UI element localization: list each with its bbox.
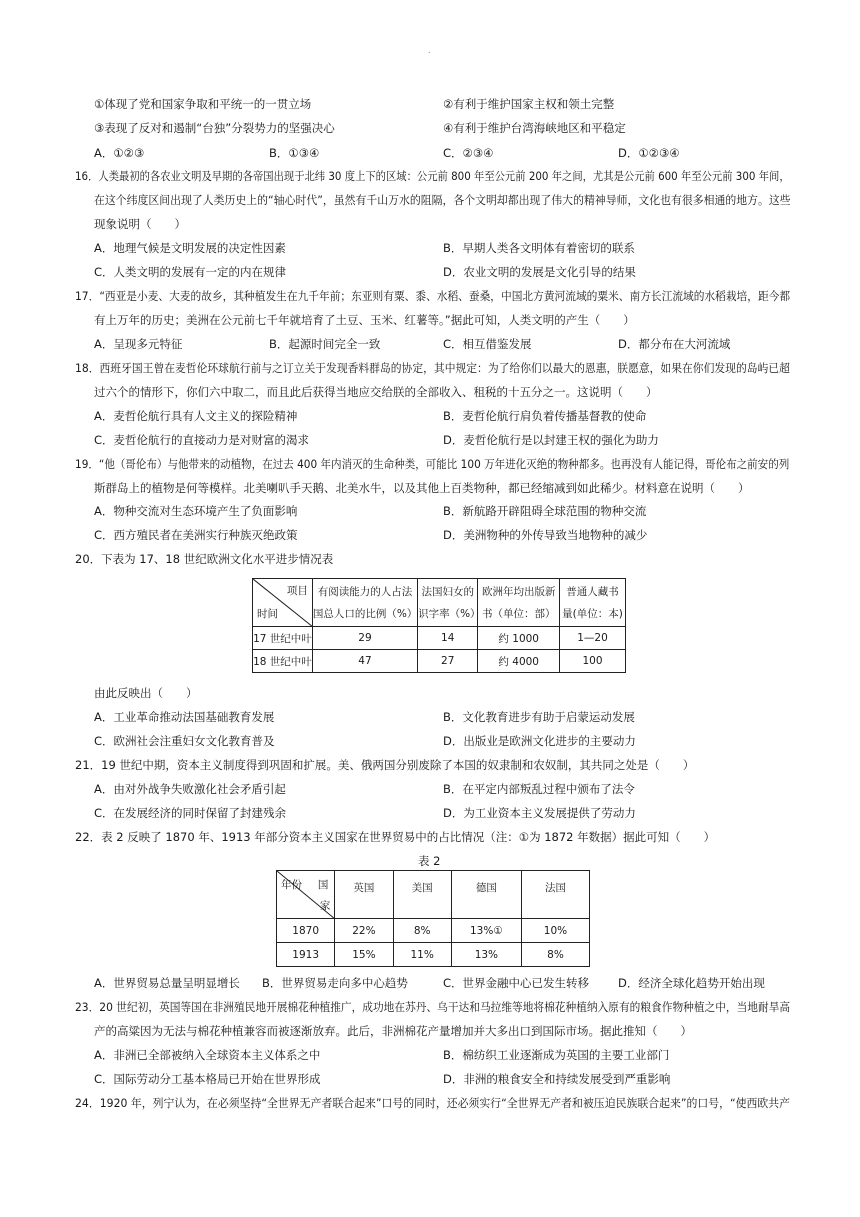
table-cell: 约 4000 xyxy=(478,650,560,673)
q17-line-1: 17．“西亚是小麦、大麦的故乡，其种植发生在九千年前；东亚则有粟、黍、水稻、蚕桑，中国北方黄河流域的粟米、南方长江流域的水稻栽培，距今都 xyxy=(75,289,791,303)
q18-option-a: A．麦哲伦航行具有人文主义的探险精神 xyxy=(94,409,298,423)
table-cell: 15% xyxy=(335,943,393,967)
q23-option-c: C．国际劳动分工基本格局已开始在世界形成 xyxy=(94,1072,321,1086)
q22-table-corner xyxy=(277,871,335,919)
q17-line-2: 有上万年的历史；美洲在公元前七千年就培育了土豆、玉米、红薯等。”据此可知，人类文明的产生（ ） xyxy=(94,313,635,327)
q21-option-b: B．在平定内部叛乱过程中颁布了法令 xyxy=(443,782,635,796)
q15-option-d: D．①②③④ xyxy=(618,146,680,160)
table-cell: 8% xyxy=(393,919,451,943)
q19-option-c: C．西方殖民者在美洲实行种族灭绝政策 xyxy=(94,528,298,542)
table-row xyxy=(253,627,626,650)
q15-option-a: A．①②③ xyxy=(94,146,145,160)
row-label: 18 世纪中叶 xyxy=(253,650,313,673)
q15-statement-3: ③表现了反对和遏制“台独”分裂势力的坚强决心 xyxy=(94,121,335,135)
q19-option-d: D．美洲物种的外传导致当地物种的减少 xyxy=(443,528,648,542)
table-row xyxy=(277,943,590,967)
q20-header-new-books: 欧洲年均出版新 书（单位：部） xyxy=(478,579,560,627)
q15-statement-1: ①体现了党和国家争取和平统一的一贯立场 xyxy=(94,97,312,111)
q23-line-2: 产的高粱因为无法与棉花种植兼容而被逐渐放弃。此后，非洲棉花产量增加并大多出口到国际市场。据此推知（ ） xyxy=(94,1024,692,1038)
q20-intro: 20．下表为 17、18 世纪欧洲文化水平进步情况表 xyxy=(75,552,334,566)
table-cell: 约 1000 xyxy=(478,627,560,650)
row-label: 1913 xyxy=(277,943,335,967)
q20-option-a: A．工业革命推动法国基础教育发展 xyxy=(94,710,275,724)
q17-option-d: D．都分布在大河流域 xyxy=(618,337,731,351)
q16-line-1: 16．人类最初的各农业文明及早期的各帝国出现于北纬 30 度上下的区域：公元前 800 年至公元前 200 年之间，尤其是公元前 600 年至公元前 300 年间， xyxy=(75,169,790,183)
q21-option-a: A．由对外战争失败激化社会矛盾引起 xyxy=(94,782,286,796)
q18-option-b: B．麦哲伦航行肩负着传播基督教的使命 xyxy=(443,409,647,423)
q22-option-b: B．世界贸易走向多中心趋势 xyxy=(262,976,408,990)
q24-line-1: 24．1920 年，列宁认为，在必须坚持“全世界无产者联合起来”口号的同时，还必须实行“全世界无产者和被压迫民族联合起来”的口号，“使西欧共产 xyxy=(75,1096,791,1110)
q20-option-b: B．文化教育进步有助于启蒙运动发展 xyxy=(443,710,635,724)
q15-option-c: C．②③④ xyxy=(443,146,494,160)
row-label: 17 世纪中叶 xyxy=(253,627,313,650)
q22-option-d: D．经济全球化趋势开始出现 xyxy=(618,976,765,990)
q20-header-book-collection: 普通人藏书 量(单位：本) xyxy=(560,579,626,627)
q18-line-1: 18．西班牙国王曾在麦哲伦环球航行前与之订立关于发现香料群岛的协定，其中规定：为了给你们以最大的恩惠，朕愿意，如果在你们发现的岛屿已超 xyxy=(75,361,790,375)
table-cell: 11% xyxy=(393,943,451,967)
q22-header-france: 法国 xyxy=(521,871,589,919)
q22-option-a: A．世界贸易总量呈明显增长 xyxy=(94,976,240,990)
q22-option-c: C．世界金融中心已发生转移 xyxy=(443,976,590,990)
q22-header-us: 美国 xyxy=(393,871,451,919)
table-cell: 13% xyxy=(451,943,521,967)
q16-option-b: B．早期人类各文明体有着密切的联系 xyxy=(443,241,635,255)
table-row xyxy=(253,650,626,673)
q17-option-b: B．起源时间完全一致 xyxy=(269,337,381,351)
q22-line-1: 22．表 2 反映了 1870 年、1913 年部分资本主义国家在世界贸易中的占比情况（注：①为 1872 年数据）据此可知（ ） xyxy=(75,830,716,844)
q20-corner-item-label: 项目 xyxy=(286,585,308,597)
q22-table xyxy=(276,870,590,967)
q22-table-caption: 表 2 xyxy=(418,854,441,868)
table-cell: 1—20 xyxy=(560,627,626,650)
q20-option-d: D．出版业是欧洲文化进步的主要动力 xyxy=(443,734,636,748)
q19-line-1: 19．“他（哥伦布）与他带来的动植物，在过去 400 年内消灭的生命种类，可能比 100 万年进化灭绝的物种都多。也再没有人能记得，哥伦布之前安的列 xyxy=(75,457,790,471)
table-cell: 13%① xyxy=(451,919,521,943)
q22-header-uk: 英国 xyxy=(335,871,393,919)
q15-statement-2: ②有利于维护国家主权和领土完整 xyxy=(443,97,615,111)
q20-corner-time-label: 时间 xyxy=(257,608,278,620)
q21-option-c: C．在发展经济的同时保留了封建残余 xyxy=(94,806,287,820)
table-cell: 10% xyxy=(521,919,589,943)
q20-header-reading: 有阅读能力的人占法 国总人口的比例（%） xyxy=(312,579,417,627)
q17-option-c: C．相互借鉴发展 xyxy=(443,337,532,351)
header-dot: . xyxy=(428,46,431,55)
table-cell: 47 xyxy=(312,650,417,673)
q16-option-a: A．地理气候是文明发展的决定性因素 xyxy=(94,241,286,255)
q22-header-germany: 德国 xyxy=(451,871,521,919)
q22-corner-country-label-2: 家 xyxy=(319,900,331,912)
table-cell: 8% xyxy=(521,943,589,967)
q18-option-d: D．麦哲伦航行是以封建王权的强化为助力 xyxy=(443,433,659,447)
q16-option-c: C．人类文明的发展有一定的内在规律 xyxy=(94,265,287,279)
table-cell: 100 xyxy=(560,650,626,673)
q19-line-2: 斯群岛上的植物是何等模样。北美喇叭手天鹅、北美水牛，以及其他上百类物种，都已经缩减到如此稀少。材料意在说明（ ） xyxy=(94,481,750,495)
q19-option-a: A．物种交流对生态环境产生了负面影响 xyxy=(94,504,298,518)
row-label: 1870 xyxy=(277,919,335,943)
q20-after: 由此反映出（ ） xyxy=(94,686,198,700)
table-cell: 29 xyxy=(312,627,417,650)
q23-option-a: A．非洲已全部被纳入全球资本主义体系之中 xyxy=(94,1048,321,1062)
q23-option-b: B．棉纺织工业逐渐成为英国的主要工业部门 xyxy=(443,1048,670,1062)
q20-option-c: C．欧洲社会注重妇女文化教育普及 xyxy=(94,734,275,748)
table-cell: 27 xyxy=(418,650,478,673)
q17-option-a: A．呈现多元特征 xyxy=(94,337,183,351)
q19-option-b: B．新航路开辟阻碍全球范围的物种交流 xyxy=(443,504,647,518)
q21-line-1: 21．19 世纪中期，资本主义制度得到巩固和扩展。美、俄两国分别废除了本国的奴隶制和农奴制，其共同之处是（ ） xyxy=(75,758,695,772)
q15-option-b: B．①③④ xyxy=(269,146,320,160)
q23-option-d: D．非洲的粮食安全和持续发展受到严重影响 xyxy=(443,1072,671,1086)
table-cell: 14 xyxy=(418,627,478,650)
q15-statement-4: ④有利于维护台湾海峡地区和平稳定 xyxy=(443,121,626,135)
q22-corner-country-label-1: 国 xyxy=(317,879,329,891)
q21-option-d: D．为工业资本主义发展提供了劳动力 xyxy=(443,806,636,820)
q16-line-3: 现象说明（ ） xyxy=(94,217,186,231)
q18-line-2: 过六个的情形下，你们六中取二，而且此后获得当地应交给朕的全部收入、租税的十五分之一。这说明（ ） xyxy=(94,385,658,399)
q18-option-c: C．麦哲伦航行的直接动力是对财富的渴求 xyxy=(94,433,310,447)
q16-option-d: D．农业文明的发展是文化引导的结果 xyxy=(443,265,636,279)
q22-corner-year-label: 年份 xyxy=(281,879,302,891)
q20-table xyxy=(252,578,626,673)
q20-header-women-literacy: 法国妇女的 识字率（%） xyxy=(418,579,478,627)
q23-line-1: 23．20 世纪初，英国等国在非洲殖民地开展棉花种植推广，成功地在苏丹、乌干达和马拉维等地将棉花种植纳入原有的粮食作物种植之中，当地耐旱高 xyxy=(75,1000,791,1014)
table-cell: 22% xyxy=(335,919,393,943)
q16-line-2: 在这个纬度区间出现了人类历史上的“轴心时代”，虽然有千山万水的阻隔，各个文明却都出现了伟大的精神导师，文化也有很多相通的地方。这些 xyxy=(94,193,791,207)
q20-table-corner xyxy=(253,579,313,627)
table-row xyxy=(277,919,590,943)
